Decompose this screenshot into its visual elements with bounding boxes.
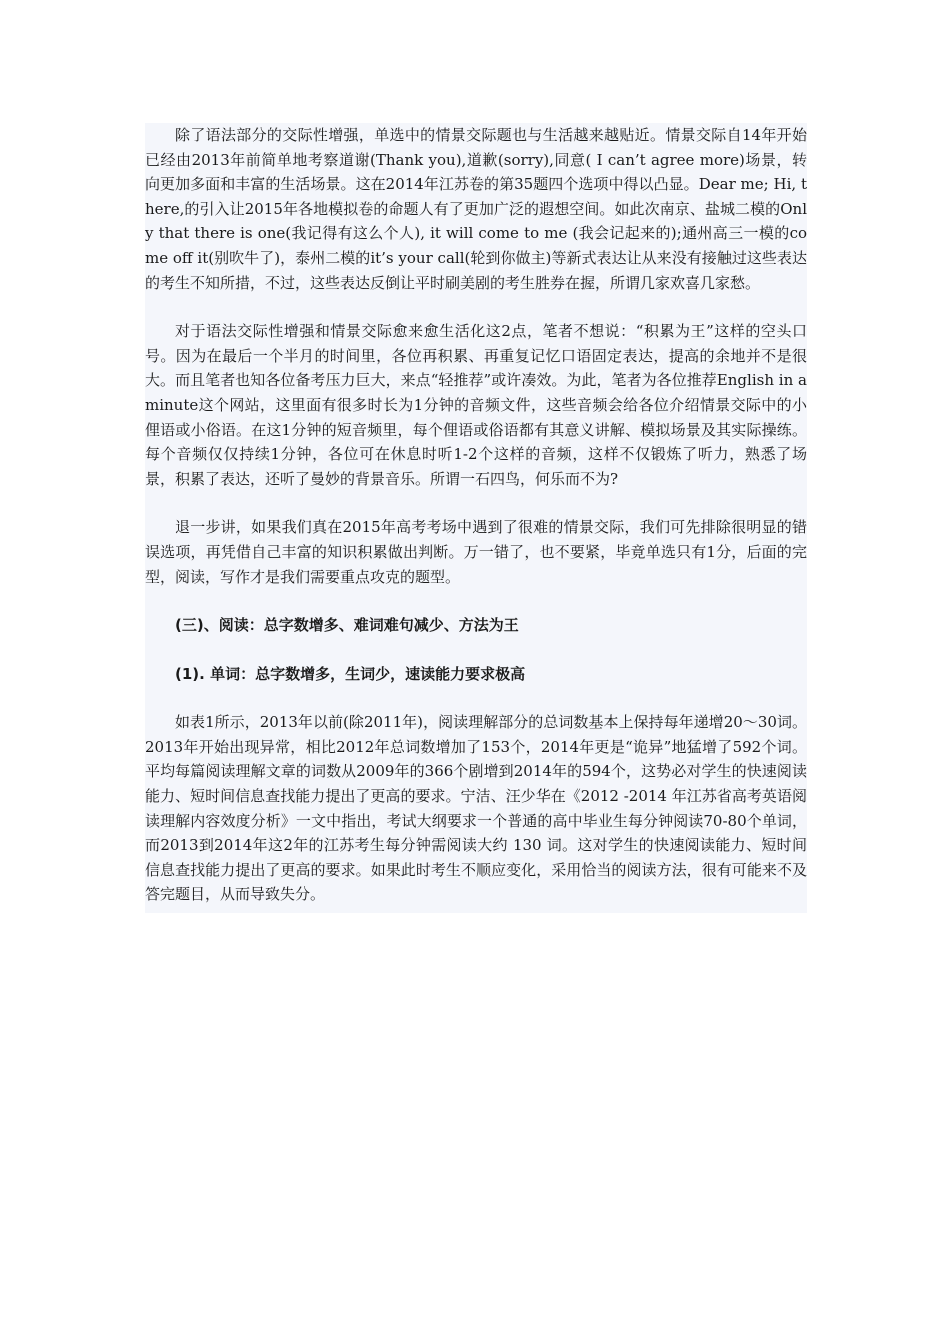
paragraph-gap: [145, 295, 807, 319]
paragraph-gap: [145, 638, 807, 662]
paragraph-gap: [145, 491, 807, 515]
paragraph-recommendation: 对于语法交际性增强和情景交际愈来愈生活化这2点，笔者不想说：“积累为王”这样的空头口号。因为在最后一个半月的时间里，各位再积累、再重复记忆口语固定表达，提高的余地并不是很大。而且笔者也知各位备考压力巨大，来点“轻推荐”或许凑效。为此，笔者为各位推荐English in a minute这个网站，这里面有很多时长为1分钟的音频文件，这些音频会给各位介绍情景交际中的小俚语或小俗语。在这1分钟的短音频里，每个俚语或俗语都有其意义讲解、模拟场景及其实际操练。每个音频仅仅持续1分钟，各位可在休息时听1-2个这样的音频，这样不仅锻炼了听力，熟悉了场景，积累了表达，还听了曼妙的背景音乐。所谓一石四鸟，何乐而不为?: [145, 322, 807, 488]
article-body: [145, 123, 807, 913]
section-heading-reading: (三)、阅读：总字数增多、难词难句减少、方法为王: [175, 616, 519, 635]
paragraph-word-count: 如表1所示，2013年以前(除2011年)，阅读理解部分的总词数基本上保持每年递增20～30词。2013年开始出现异常，相比2012年总词数增加了153个，2014年更是“诡异”地猛增了592个词。平均每篇阅读理解文章的词数从2009年的366个剧增到2014年的594个，这势必对学生的快速阅读能力、短时间信息查找能力提出了更高的要求。宁洁、汪少华在《2012 -2014 年江苏省高考英语阅读理解内容效度分析》一文中指出，考试大纲要求一个普通的高中毕业生每分钟阅读70-80个单词，而2013到2014年这2年的江苏考生每分钟需阅读大约 130 词。这对学生的快速阅读能力、短时间信息查找能力提出了更高的要求。如果此时考生不顺应变化，采用恰当的阅读方法，很有可能来不及答完题目，从而导致失分。: [145, 713, 807, 904]
paragraph-gap: [145, 686, 807, 710]
paragraph-situational-dialogue: 除了语法部分的交际性增强，单选中的情景交际题也与生活越来越贴近。情景交际自14年开始已经由2013年前简单地考察道谢(Thank you),道歉(sorry),同意( I can’t agree more)场景，转向更加多面和丰富的生活场景。这在2014年江苏卷的第35题四个选项中得以凸显。Dear me; Hi, there,的引入让2015年各地模拟卷的命题人有了更加广泛的遐想空间。如此次南京、盐城二模的Only that there is one(我记得有这么个人), it will come to me (我会记起来的);通州高三一模的come off it(别吹牛了)，泰州二模的it’s your call(轮到你做主)等新式表达让从来没有接触过这些表达的考生不知所措，不过，这些表达反倒让平时刷美剧的考生胜券在握，所谓几家欢喜几家愁。: [145, 126, 807, 292]
paragraph-gap: [145, 589, 807, 613]
paragraph-strategy: 退一步讲，如果我们真在2015年高考考场中遇到了很难的情景交际，我们可先排除很明显的错误选项，再凭借自己丰富的知识积累做出判断。万一错了，也不要紧，毕竟单选只有1分，后面的完型，阅读，写作才是我们需要重点攻克的题型。: [145, 518, 807, 586]
subsection-heading-vocabulary: (1). 单词：总字数增多，生词少，速读能力要求极高: [175, 664, 526, 683]
